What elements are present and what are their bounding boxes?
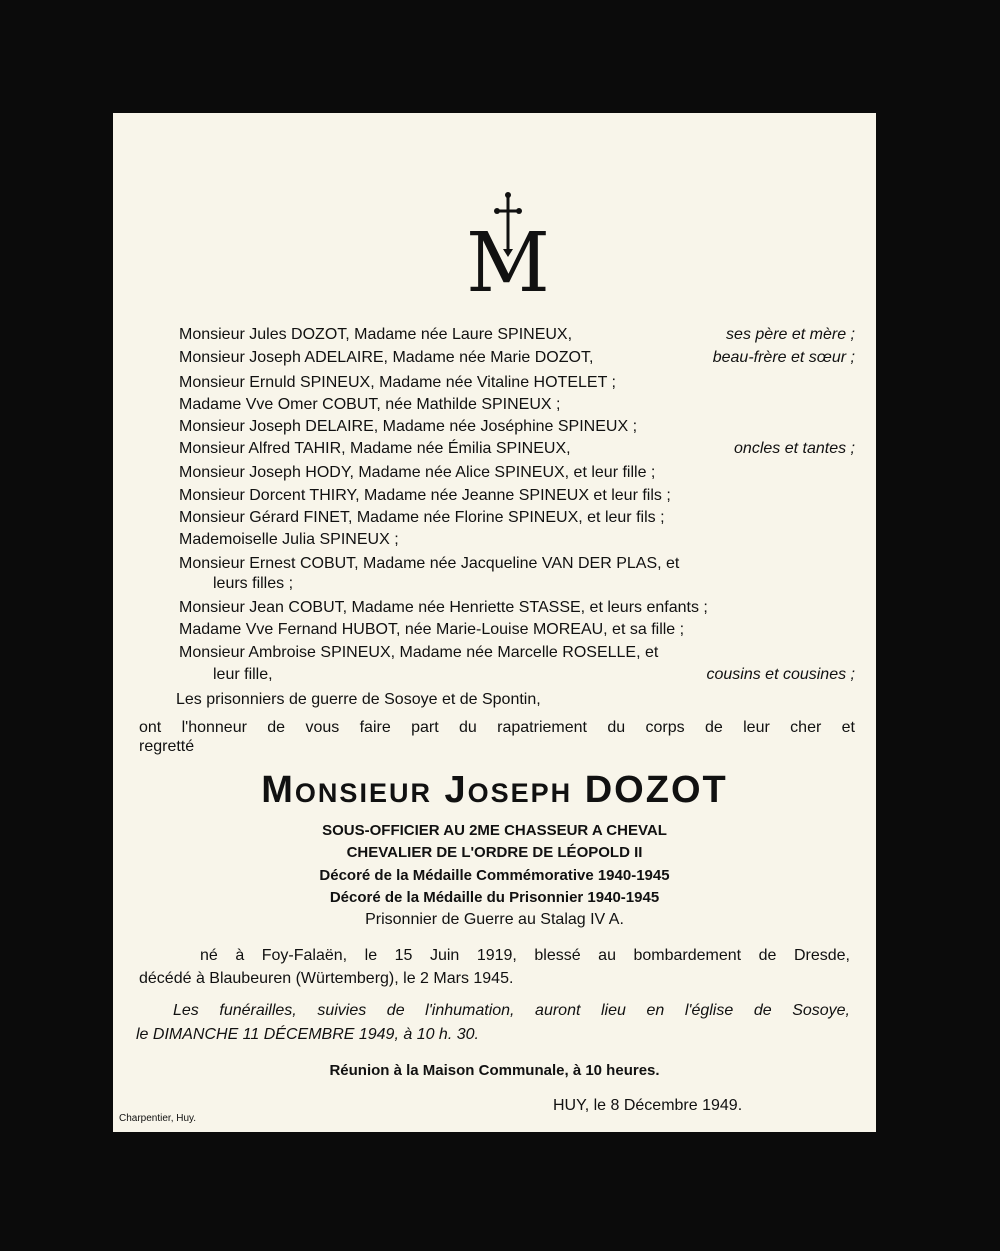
place-date: HUY, le 8 Décembre 1949. (553, 1097, 743, 1114)
family-line (179, 486, 855, 506)
family-line (179, 554, 855, 574)
bio-line-2: décédé à Blaubeuren (Würtemberg), le 2 Mars 1945. (139, 970, 514, 987)
family-line (179, 417, 855, 437)
funeral-line-2: le DIMANCHE 11 DÉCEMBRE 1949, à 10 h. 30. (136, 1026, 479, 1043)
family-line (179, 598, 855, 618)
honor-medal-commemorative: Décoré de la Médaille Commémorative 1940-1945 (319, 867, 670, 884)
deceased-name (113, 769, 876, 812)
family-line (179, 439, 855, 459)
family-line (179, 530, 855, 550)
family-names: Monsieur Jean COBUT, Madame née Henriette STASSE, et leurs enfants ; (179, 599, 708, 616)
family-line (179, 463, 855, 483)
family-names: Madame Vve Omer COBUT, née Mathilde SPINEUX ; (179, 396, 561, 413)
family-names: Monsieur Ernest COBUT, Madame née Jacqueline VAN DER PLAS, et (179, 555, 680, 572)
meeting-line: Réunion à la Maison Communale, à 10 heures. (329, 1062, 660, 1079)
family-names: Mademoiselle Julia SPINEUX ; (179, 531, 399, 548)
announcement-line-1: ont l'honneur de vous faire part du rapatriement du corps de leur cher et (139, 719, 855, 736)
honor-order: CHEVALIER DE L'ORDRE DE LÉOPOLD II (346, 844, 643, 861)
family-names: leurs filles ; (213, 575, 294, 592)
announcement-line-2: regretté (139, 738, 195, 755)
obituary-card (113, 113, 876, 1132)
family-relation: oncles et tantes ; (734, 440, 855, 457)
family-names: leur fille, (213, 666, 273, 683)
family-names: Monsieur Ambroise SPINEUX, Madame née Marcelle ROSELLE, et (179, 644, 659, 661)
family-line (213, 574, 855, 594)
deceased-last-name: DOZOT (584, 769, 728, 811)
family-names: Monsieur Joseph HODY, Madame née Alice SPINEUX, et leur fille ; (179, 464, 656, 481)
family-names: Monsieur Gérard FINET, Madame née Florine SPINEUX, et leur fils ; (179, 509, 665, 526)
bio-line-1: né à Foy-Falaën, le 15 Juin 1919, blessé au bombardement de Dresde, (200, 947, 850, 964)
family-line (179, 620, 855, 640)
family-names: Monsieur Dorcent THIRY, Madame née Jeanne SPINEUX et leur fils ; (179, 487, 671, 504)
family-relation: cousins et cousines ; (706, 666, 855, 683)
family-relation: ses père et mère ; (726, 326, 855, 343)
marian-monogram-icon (453, 191, 563, 301)
family-names: Monsieur Alfred TAHIR, Madame née Émilia SPINEUX, (179, 440, 571, 457)
monogram-letter: M (466, 216, 550, 301)
family-line (179, 508, 855, 528)
honor-medal-prisoner: Décoré de la Médaille du Prisonnier 1940-1945 (329, 889, 660, 906)
family-names: Monsieur Joseph ADELAIRE, Madame née Marie DOZOT, (179, 349, 594, 366)
family-line (213, 665, 855, 685)
family-line (179, 643, 855, 663)
deceased-first-name: Monsieur Joseph (261, 769, 573, 811)
family-names: Madame Vve Fernand HUBOT, née Marie-Louise MOREAU, et sa fille ; (179, 621, 685, 638)
family-line (176, 690, 852, 710)
honor-rank: SOUS-OFFICIER AU 2ME CHASSEUR A CHEVAL (322, 822, 667, 839)
family-relation: beau-frère et sœur ; (712, 349, 855, 366)
funeral-line-1: Les funérailles, suivies de l'inhumation, auront lieu en l'église de Sosoye, (173, 1002, 850, 1019)
family-names: Monsieur Joseph DELAIRE, Madame née Joséphine SPINEUX ; (179, 418, 638, 435)
printer-credit: Charpentier, Huy. (119, 1113, 197, 1124)
family-line (179, 325, 855, 345)
family-names: Les prisonniers de guerre de Sosoye et de Spontin, (176, 691, 541, 708)
family-line (179, 348, 855, 368)
family-names: Monsieur Ernuld SPINEUX, Madame née Vitaline HOTELET ; (179, 374, 616, 391)
family-line (179, 373, 855, 393)
family-names: Monsieur Jules DOZOT, Madame née Laure SPINEUX, (179, 326, 573, 343)
family-line (179, 395, 855, 415)
prisoner-line: Prisonnier de Guerre au Stalag IV A. (365, 911, 624, 928)
